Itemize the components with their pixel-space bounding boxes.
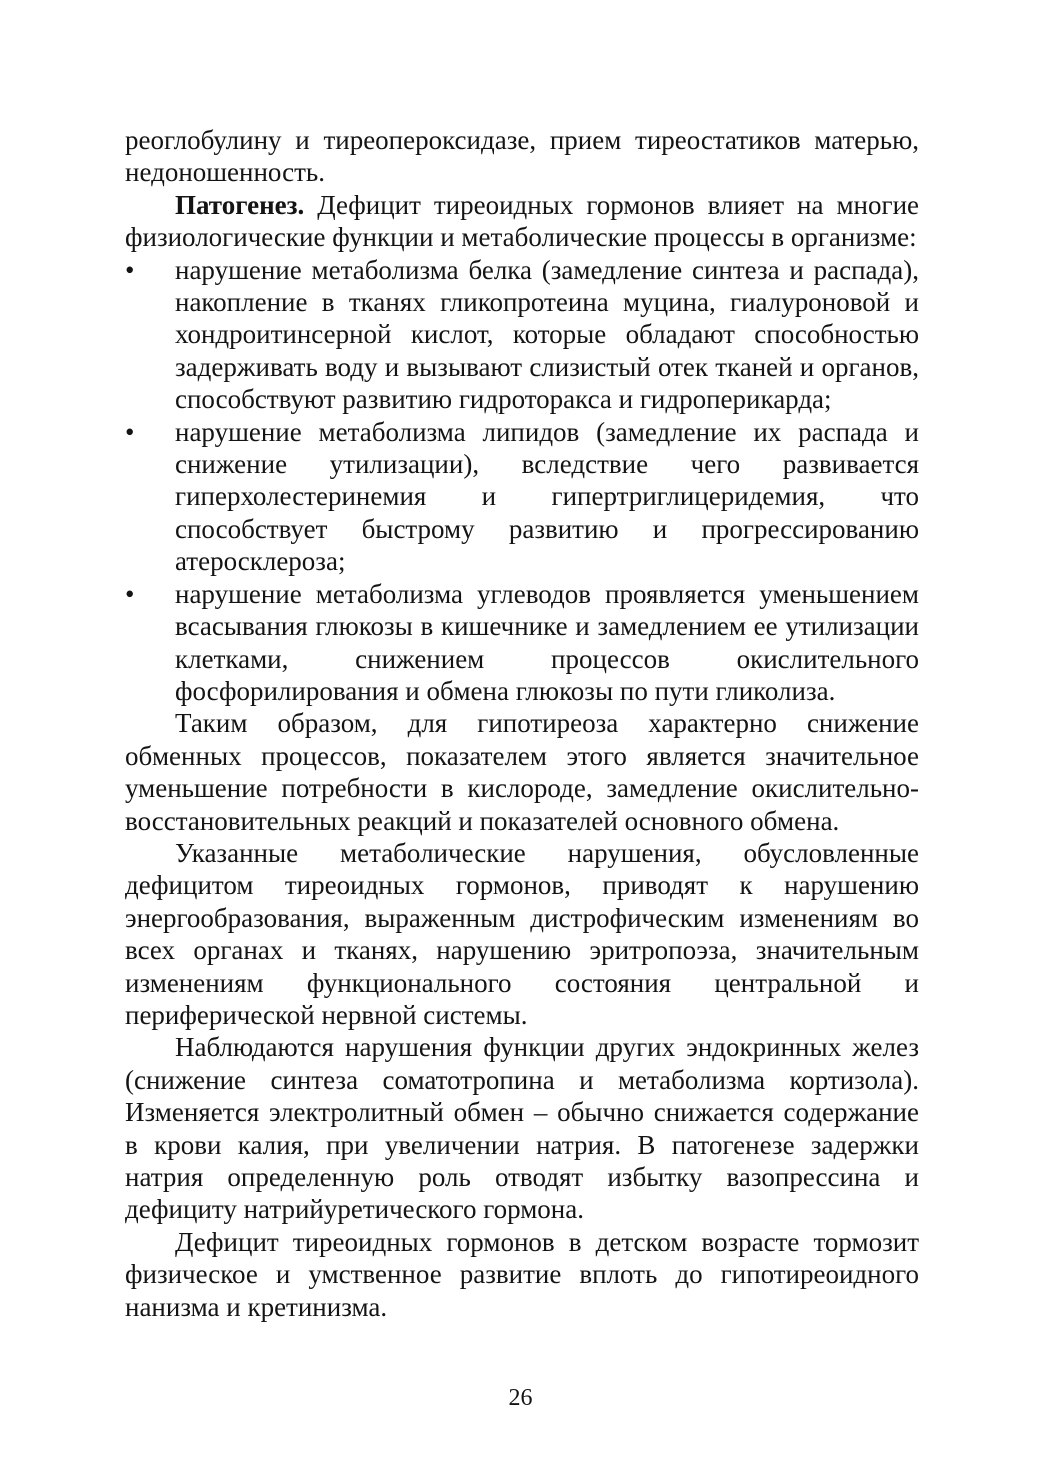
bullet-icon: • bbox=[125, 578, 135, 609]
list-item-text: нарушение метаболизма углеводов проявляется уменьшением всасывания глюкозы в кишечнике и замедлением ее утилизации клетками, снижением процессов окислительного фосфорилирования и обмена глюкозы по пути гликолиза. bbox=[175, 578, 919, 706]
paragraph-pathogenesis-text: Дефицит тиреоидных гормонов влияет на многие физиологические функции и метаболические процессы в организме: bbox=[125, 189, 919, 253]
list-item bbox=[125, 254, 919, 416]
paragraph-child-development: Дефицит тиреоидных гормонов в детском возрасте тормозит физическое и умственное развитие вплоть до гипотиреоидного нанизма и кретинизма. bbox=[125, 1226, 919, 1322]
page-body bbox=[125, 124, 919, 1323]
bullet-icon: • bbox=[125, 254, 135, 285]
list-item bbox=[125, 416, 919, 578]
list-item-text: нарушение метаболизма липидов (замедление их распада и снижение утилизации), вследствие чего развивается гиперхолестеринемия и гипертриглицеридемия, что способствует быстрому развитию и прогрессированию атеросклероза; bbox=[175, 416, 919, 577]
bullet-icon: • bbox=[125, 416, 135, 447]
paragraph-endocrine-disorders: Наблюдаются нарушения функции других эндокринных желез (снижение синтеза соматотропина и метаболизма кортизола). Изменяется электролитный обмен – обычно снижается содержание в крови калия, при увеличении натрия. В патогенезе задержки натрия определенную роль отводят избытку вазопрессина и дефициту натрийуретического гормона. bbox=[125, 1032, 919, 1225]
section-heading-pathogenesis: Патогенез. bbox=[175, 189, 305, 220]
list-item-text: нарушение метаболизма белка (замедление синтеза и распада), накопление в тканях гликопротеина муцина, гиалуроновой и хондроитинсерной кислот, которые обладают способностью задерживать воду и вызывают слизистый отек тканей и органов, способствуют развитию гидроторакса и гидроперикарда; bbox=[175, 254, 919, 415]
bullet-list bbox=[125, 254, 919, 708]
paragraph-continuation: реоглобулину и тиреопероксидазе, прием тиреостатиков матерью, недоношенность. bbox=[125, 125, 919, 188]
paragraph-pathogenesis bbox=[125, 189, 919, 254]
page-number: 26 bbox=[508, 1385, 533, 1411]
paragraph-metabolic-disorders: Указанные метаболические нарушения, обусловленные дефицитом тиреоидных гормонов, приводят к нарушению энергообразования, выраженным дистрофическим изменениям во всех органах и тканях, нарушению эритропоэза, значительным изменениям функционального состояния центральной и периферической нервной системы. bbox=[125, 837, 919, 1030]
paragraph-summary: Таким образом, для гипотиреоза характерно снижение обменных процессов, показателем этого является значительное уменьшение потребности в кислороде, замедление окислительно-восстановительных реакций и показателей основного обмена. bbox=[125, 708, 919, 836]
list-item bbox=[125, 578, 919, 708]
